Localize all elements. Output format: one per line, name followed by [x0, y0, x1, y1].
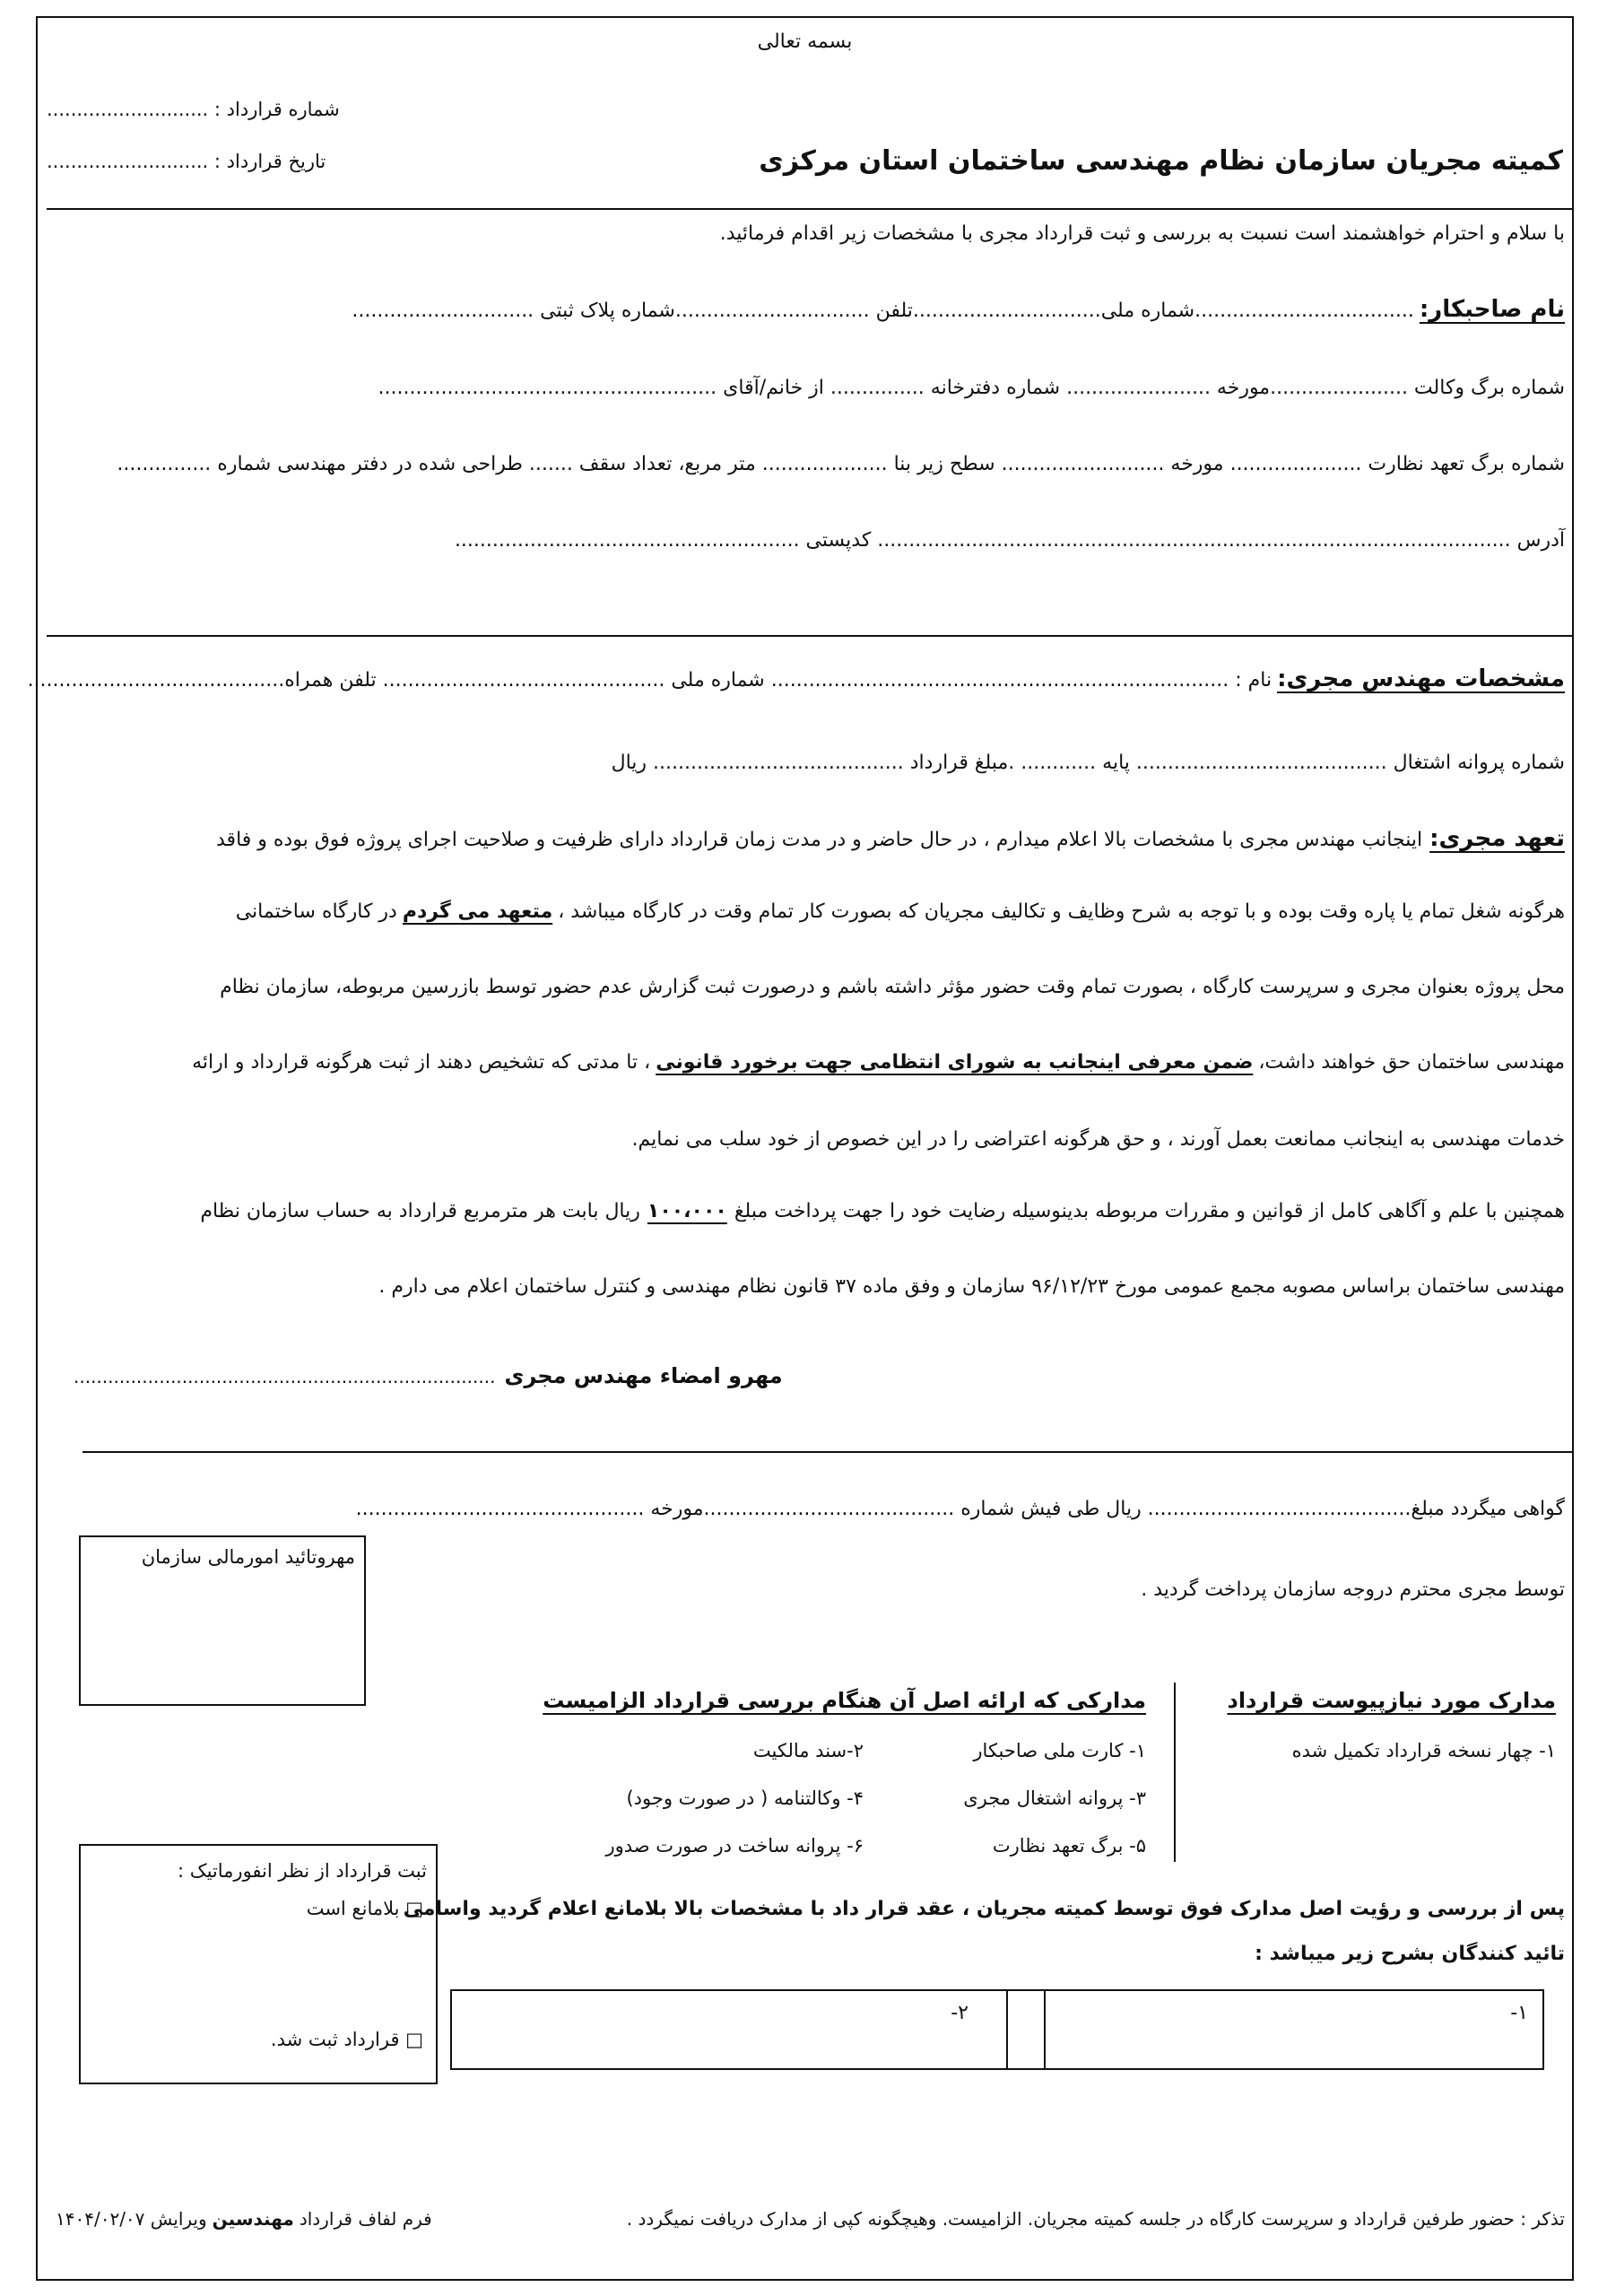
original-doc-5: ۵- برگ تعهد نظارت: [992, 1835, 1146, 1857]
signature-label: مهرو امضاء مهندس مجری: [504, 1363, 783, 1388]
commitment-line-4: [192, 1051, 1565, 1074]
supervision-row[interactable]: شماره برگ تعهد نظارت ..................... مورخه .......................... سطح زیر بنا .................... متر مربع، تعداد سقف ....... طراحی شده در دفتر مهندسی شماره ...............: [117, 453, 1565, 475]
commitment-emphasis: متعهد می گردم: [402, 900, 553, 923]
engineer-label: مشخصات مهندس مجری:: [1277, 665, 1565, 692]
commitment-line-1: [216, 825, 1565, 852]
approvers-table: [450, 1989, 1544, 2070]
original-doc-6: ۶- پروانه ساخت در صورت صدور: [605, 1835, 864, 1857]
commitment-line-2: [236, 900, 1565, 923]
form-id-version: ویرایش ۱۴۰۴/۰۲/۰۷: [56, 2208, 207, 2230]
original-doc-2: ۲-سند مالکیت: [752, 1740, 864, 1761]
table-divider: [1044, 1991, 1046, 2068]
commitment-text: ، تا مدتی که تشخیص دهند از ثبت هرگونه قرارداد و ارائه: [192, 1051, 651, 1074]
engineer-row-1: [28, 665, 1565, 692]
power-of-attorney-row[interactable]: شماره برگ وکالت ......................مورخه ....................... شماره دفترخانه ............... از خانم/آقای ......................................................: [378, 377, 1565, 399]
approver-1-cell[interactable]: ۱-: [1510, 2002, 1528, 2024]
commitment-text: مهندسی ساختمان حق خواهند داشت،: [1258, 1051, 1565, 1074]
commitment-line-3: محل پروژه بعنوان مجری و سرپرست کارگاه ، بصورت تمام وقت حضور مؤثر داشته باشم و درصورت ثبت گزارش عدم حضور توسط بازرسین مربوطه، سازمان نظام: [220, 976, 1565, 998]
license-row[interactable]: شماره پروانه اشتغال ........................................ پایه ............ .مبلغ قرارداد ........................................ ریال: [611, 752, 1565, 774]
engineer-signature-row: [74, 1363, 783, 1388]
commitment-text: همچنین با علم و آگاهی کامل از قوانین و مقررات مربوطه بدینوسیله رضایت خود را جهت پرداخت مبلغ: [734, 1200, 1565, 1222]
original-doc-1: ۱- کارت ملی صاحبکار: [973, 1740, 1146, 1761]
approver-2-cell[interactable]: ۲-: [951, 2002, 969, 2024]
registration-title: ثبت قرارداد از نظر انفورماتیک :: [178, 1860, 427, 1882]
registration-box: [79, 1844, 438, 2084]
commitment-text: هرگونه شغل تمام یا پاره وقت بوده و با توجه به شرح وظایف و تکالیف مجریان که بصورت کار تمام وقت در کارگاه میباشد ،: [558, 900, 1565, 923]
engineer-fields[interactable]: نام : ......................................................................... شماره ملی ............................................. تلفن همراه.........................................: [27, 669, 1273, 691]
form-id-text: فرم لفاف قرارداد: [299, 2208, 432, 2230]
divider: [47, 635, 1572, 637]
address-row[interactable]: آدرس ..................................................................................................... کدپستی .......................................................: [454, 529, 1565, 552]
owner-label: نام صاحبکار:: [1419, 296, 1565, 323]
approval-text-2: تائید کنندگان بشرح زیر میباشد :: [1255, 1943, 1565, 1965]
contract-number-field[interactable]: شماره قرارداد : ...........................: [47, 99, 340, 120]
divider: [47, 208, 1572, 210]
original-doc-4: ۴- وکالتنامه ( در صورت وجود): [626, 1787, 864, 1809]
commitment-text: ریال بابت هر مترمربع قرارداد به حساب سازمان نظام: [200, 1200, 640, 1222]
form-title: کمیته مجریان سازمان نظام مهندسی ساختمان استان مرکزی: [759, 145, 1563, 177]
bismillah: بسمه تعالی: [757, 30, 853, 53]
intro-text: با سلام و احترام خواهشمند است نسبت به بررسی و ثبت قرارداد مجری با مشخصات زیر اقدام فرمائید.: [719, 222, 1565, 245]
commitment-text: در کارگاه ساختمانی: [235, 900, 397, 923]
column-divider: [1174, 1683, 1176, 1862]
form-page: [27, 16, 1574, 2281]
owner-row-1: [352, 296, 1565, 323]
finance-stamp-label: مهروتائید امورمالی سازمان: [141, 1546, 355, 1568]
finance-stamp-box: [79, 1535, 366, 1706]
commitment-line-5: خدمات مهندسی به اینجانب ممانعت بعمل آورند ، و حق هرگونه اعتراضی را در این خصوص از خود سلب می نمایم.: [631, 1128, 1565, 1151]
table-divider: [1006, 1991, 1008, 2068]
contract-date-field[interactable]: تاریخ قرارداد : ...........................: [47, 151, 326, 172]
payment-row[interactable]: گواهی میگردد مبلغ.......................................... ریال طی فیش شماره ........................................مورخه ..............................................: [355, 1498, 1565, 1520]
divider: [83, 1451, 1572, 1453]
commitment-emphasis: ضمن معرفی اینجانب به شورای انتظامی جهت برخورد قانونی: [656, 1051, 1254, 1074]
fee-amount: ۱۰۰،۰۰۰: [647, 1200, 727, 1222]
form-identifier: [56, 2208, 432, 2230]
originals-title: مدارکی که ارائه اصل آن هنگام بررسی قرارداد الزامیست: [543, 1688, 1146, 1713]
commitment-label: تعهد مجری:: [1429, 825, 1565, 852]
approval-text-1: پس از بررسی و رؤیت اصل مدارک فوق توسط کمیته مجریان ، عقد قرار داد با مشخصات بالا بلامانع اعلام گردید واسامی: [403, 1898, 1565, 1920]
commitment-line-7: مهندسی ساختمان براساس مصوبه مجمع عمومی مورخ ۹۶/۱۲/۲۳ سازمان و وفق ماده ۳۷ قانون نظام مهندسی و کنترل ساختمان اعلام می دارم .: [378, 1275, 1565, 1298]
attachments-item-1: ۱- چهار نسخه قرارداد تکمیل شده: [1291, 1740, 1556, 1761]
original-doc-3: ۳- پروانه اشتغال مجری: [963, 1787, 1146, 1809]
registration-option-registered[interactable]: □ قرارداد ثبت شد.: [270, 2029, 423, 2050]
footer-note: تذکر : حضور طرفین قرارداد و سرپرست کارگاه در جلسه کمیته مجریان. الزامیست. وهیچگونه کپی از مدارک دریافت نمیگردد .: [626, 2208, 1565, 2230]
commitment-line-6: [200, 1200, 1565, 1222]
signature-field[interactable]: ..........................................................................: [74, 1366, 496, 1387]
owner-fields[interactable]: ...................................شماره ملی..............................تلفن ...............................شماره پلاک ثبتی .............................: [352, 300, 1414, 322]
payment-destination: توسط مجری محترم دروجه سازمان پرداخت گردید .: [1141, 1578, 1565, 1601]
attachments-title: مدارک مورد نیازپیوست قرارداد: [1227, 1688, 1556, 1713]
commitment-text: اینجانب مهندس مجری با مشخصات بالا اعلام میدارم ، در حال حاضر و در مدت زمان قرارداد دارای ظرفیت و صلاحیت اجرای پروژه فوق بوده و فاقد: [216, 829, 1423, 851]
registration-option-ok[interactable]: □ بلامانع است: [306, 1898, 423, 1919]
form-id-text: مهندسین: [212, 2208, 294, 2230]
